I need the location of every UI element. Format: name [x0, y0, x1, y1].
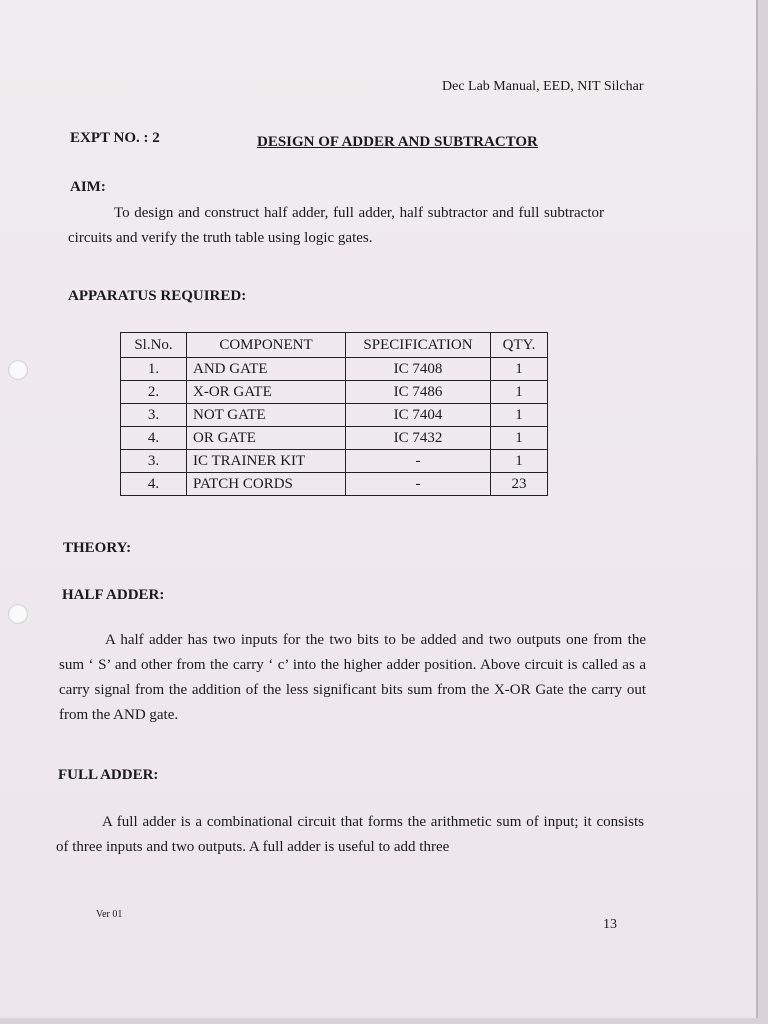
table-cell: 1: [491, 450, 548, 473]
table-cell: 2.: [121, 381, 187, 404]
table-row: [121, 404, 548, 427]
table-row: [121, 358, 548, 381]
page-number: 13: [603, 917, 617, 932]
table-row: [121, 450, 548, 473]
table-cell: NOT GATE: [187, 404, 346, 427]
table-row: [121, 381, 548, 404]
column-header: Sl.No.: [121, 333, 187, 358]
page-title: DESIGN OF ADDER AND SUBTRACTOR: [257, 134, 538, 150]
table-cell: AND GATE: [187, 358, 346, 381]
full-adder-text: A full adder is a combinational circuit that forms the arithmetic sum of input; it consists of three inputs and two outputs. A full adder is useful to add three: [56, 814, 644, 855]
table-cell: 1: [491, 404, 548, 427]
table-cell: IC 7404: [346, 404, 491, 427]
aim-heading: AIM:: [70, 179, 106, 195]
table-cell: IC TRAINER KIT: [187, 450, 346, 473]
table-cell: 1: [491, 358, 548, 381]
column-header: QTY.: [491, 333, 548, 358]
theory-heading: THEORY:: [63, 540, 132, 556]
table-row: [121, 473, 548, 496]
half-adder-heading: HALF ADDER:: [62, 587, 165, 603]
table-cell: 1.: [121, 358, 187, 381]
table-cell: 1: [491, 381, 548, 404]
page-header: Dec Lab Manual, EED, NIT Silchar: [442, 79, 644, 94]
table-cell: -: [346, 450, 491, 473]
table-cell: 4.: [121, 427, 187, 450]
table-cell: 3.: [121, 404, 187, 427]
experiment-number: EXPT NO. : 2: [70, 130, 160, 146]
table-header-row: [121, 333, 548, 358]
table-cell: X-OR GATE: [187, 381, 346, 404]
half-adder-text: A half adder has two inputs for the two bits to be added and two outputs one from the sum ‘ S’ and other from the carry ‘ c’ into the higher adder position. Above circuit is called as a carry signal from the addition of the less significant bits sum from the X-OR Gate the carry out from the AND gate.: [59, 632, 646, 723]
table-cell: PATCH CORDS: [187, 473, 346, 496]
full-adder-heading: FULL ADDER:: [58, 767, 159, 783]
punch-hole: [8, 360, 28, 380]
table-cell: 23: [491, 473, 548, 496]
aim-text: To design and construct half adder, full adder, half subtractor and full subtractor circuits and verify the truth table using logic gates.: [68, 205, 604, 246]
punch-hole: [8, 604, 28, 624]
version-label: Ver 01: [96, 909, 123, 920]
table-cell: -: [346, 473, 491, 496]
apparatus-table: [120, 332, 548, 496]
table-cell: 4.: [121, 473, 187, 496]
table-cell: 3.: [121, 450, 187, 473]
table-cell: OR GATE: [187, 427, 346, 450]
table-cell: IC 7408: [346, 358, 491, 381]
apparatus-heading: APPARATUS REQUIRED:: [68, 288, 247, 304]
table-cell: IC 7432: [346, 427, 491, 450]
table-cell: 1: [491, 427, 548, 450]
column-header: COMPONENT: [187, 333, 346, 358]
column-header: SPECIFICATION: [346, 333, 491, 358]
table-cell: IC 7486: [346, 381, 491, 404]
table-row: [121, 427, 548, 450]
